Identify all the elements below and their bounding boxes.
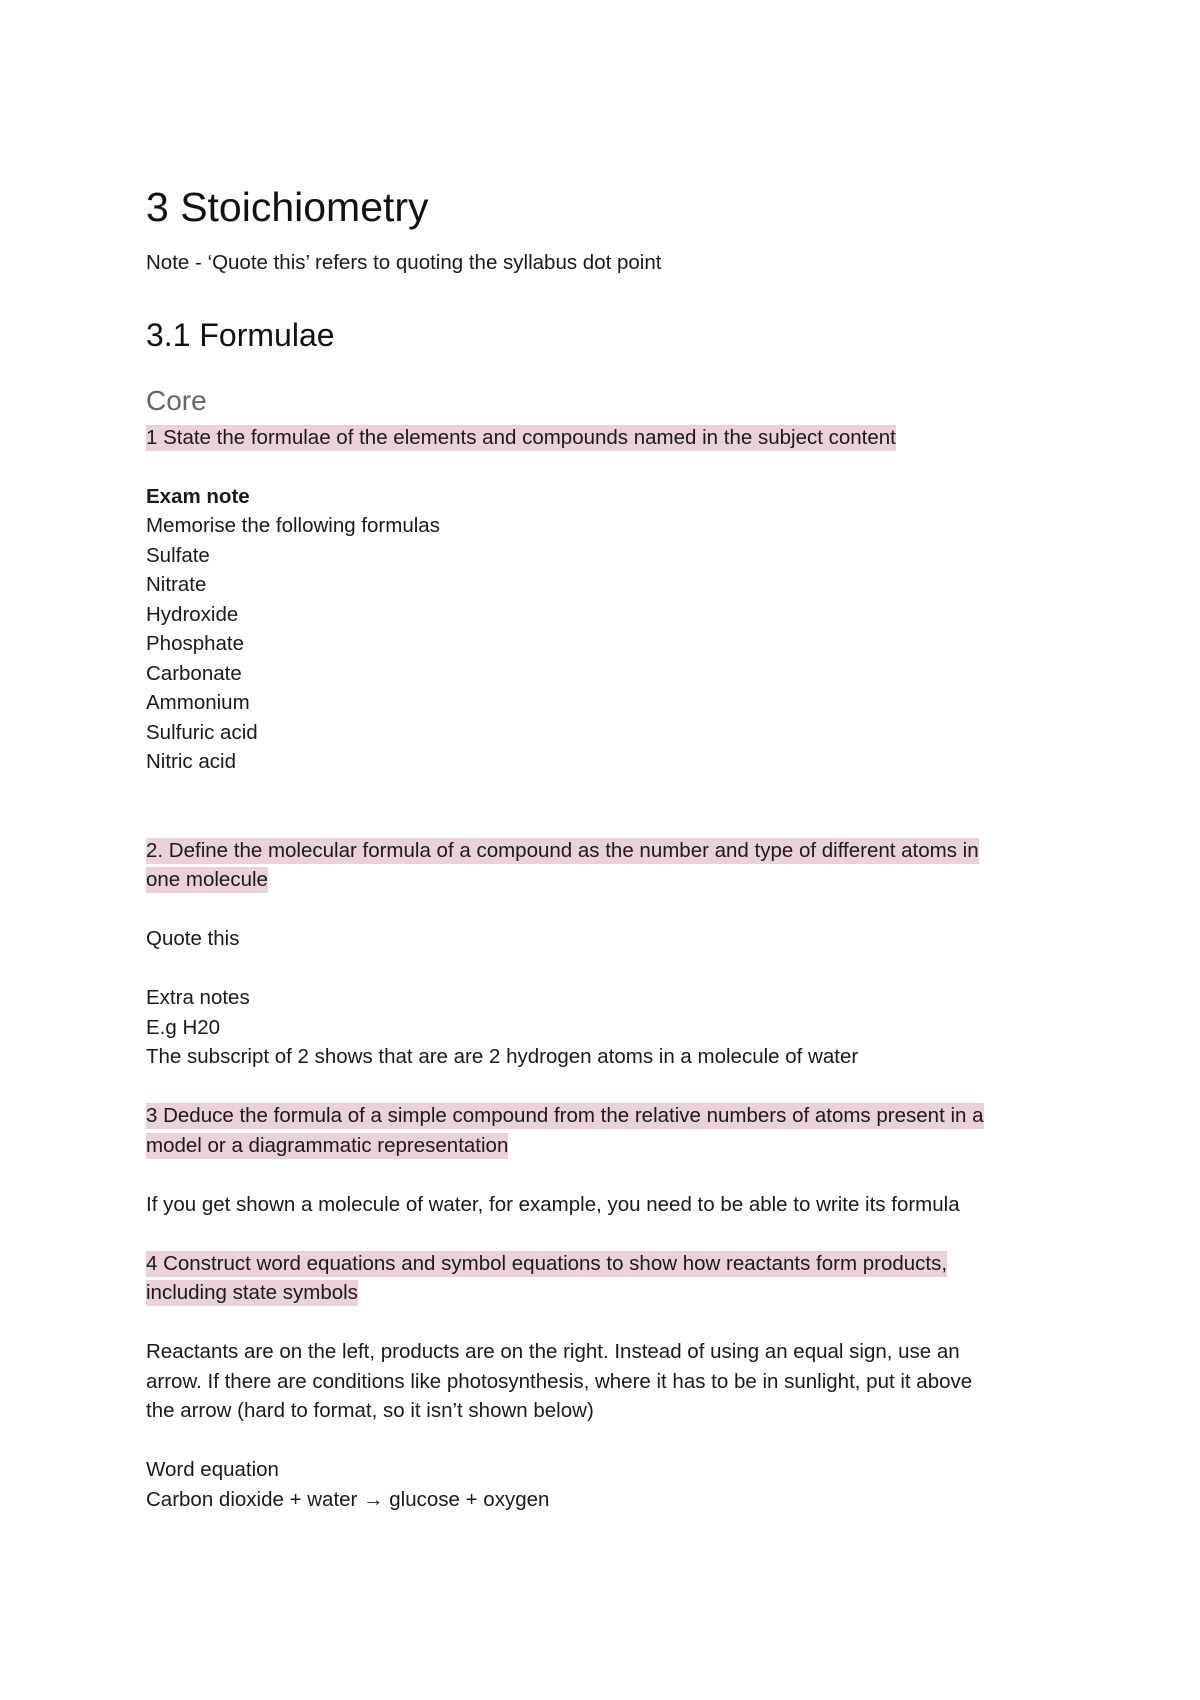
list-item: Sulfuric acid [146, 720, 258, 744]
point-3-explanation: If you get shown a molecule of water, for example, you need to be able to write its formula [146, 1192, 960, 1216]
list-item: Carbonate [146, 661, 242, 685]
point-4-explanation [146, 1337, 1066, 1426]
highlight-point-3-line-2: model or a diagrammatic representation [146, 1133, 509, 1157]
word-equation: Carbon dioxide + water → glucose + oxygen [146, 1487, 550, 1511]
spacer [146, 1072, 1066, 1102]
page-title: 3 Stoichiometry [146, 184, 429, 230]
formula-list [146, 541, 1066, 777]
highlight-point-4-line-1: 4 Construct word equations and symbol equations to show how reactants form products, [146, 1251, 948, 1275]
quote-this-line: Quote this [146, 927, 240, 950]
spacer [146, 954, 1066, 984]
syllabus-point-2 [146, 836, 1066, 895]
list-item: Nitrate [146, 573, 207, 596]
point-4-explanation-line-3: the arrow (hard to format, so it isn’t shown below) [146, 1399, 594, 1422]
highlight-point-2-line-1: 2. Define the molecular formula of a compound as the number and type of different atoms in [146, 838, 979, 862]
word-equation-label: Word equation [146, 1458, 279, 1481]
highlight-point-1: 1 State the formulae of the elements and compounds named in the subject content [146, 425, 896, 449]
syllabus-point-1 [146, 423, 1066, 453]
spacer [146, 1308, 1066, 1338]
section-heading: 3.1 Formulae [146, 316, 335, 353]
list-item: Sulfate [146, 543, 210, 567]
point-4-explanation-line-1: Reactants are on the left, products are on the right. Instead of using an equal sign, use an [146, 1340, 960, 1363]
spacer [146, 1219, 1066, 1249]
spacer [146, 1426, 1066, 1456]
spacer [146, 777, 1066, 836]
example-line: E.g H20 [146, 1015, 221, 1039]
syllabus-point-4 [146, 1249, 1066, 1308]
spacer [146, 895, 1066, 925]
exam-note-label: Exam note [146, 484, 250, 508]
highlight-point-2-line-2: one molecule [146, 868, 268, 891]
syllabus-point-3 [146, 1101, 1066, 1160]
document-body [146, 182, 1066, 1514]
memorise-line: Memorise the following formulas [146, 514, 440, 537]
spacer [146, 452, 1066, 482]
list-item: Nitric acid [146, 750, 236, 773]
intro-note: Note - ‘Quote this’ refers to quoting the syllabus dot point [146, 251, 662, 274]
list-item: Hydroxide [146, 602, 239, 626]
subsection-heading: Core [146, 384, 207, 416]
list-item: Ammonium [146, 691, 250, 714]
highlight-point-3-line-1: 3 Deduce the formula of a simple compound from the relative numbers of atoms present in a [146, 1104, 984, 1127]
list-item: Phosphate [146, 632, 245, 655]
point-4-explanation-line-2: arrow. If there are conditions like photosynthesis, where it has to be in sunlight, put it above [146, 1369, 973, 1393]
spacer [146, 1160, 1066, 1190]
highlight-point-4-line-2: including state symbols [146, 1281, 358, 1304]
extra-notes-label: Extra notes [146, 986, 250, 1009]
subscript-explanation: The subscript of 2 shows that are are 2 hydrogen atoms in a molecule of water [146, 1045, 859, 1068]
